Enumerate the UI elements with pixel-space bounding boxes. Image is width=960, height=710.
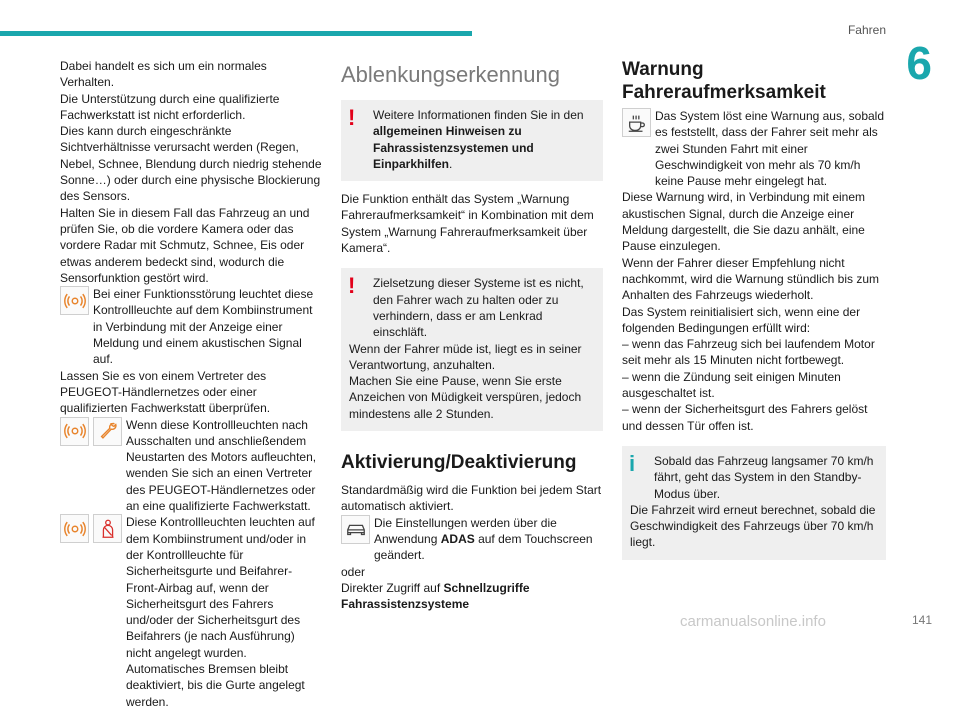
paragraph: Dies kann durch eingeschränkte Sichtverhältnisse verursacht werden (Regen, Nebel, Schnee, Blendung durch niedrig stehende Sonne…) oder durch eine physische Blockierung des Sensors. xyxy=(60,124,322,204)
exclamation-icon: ! xyxy=(348,105,356,130)
list-item: – wenn das Fahrzeug sich bei laufendem Motor seit mehr als 15 Minuten nicht fortbewegt. xyxy=(622,337,875,368)
column-left xyxy=(60,58,322,710)
header-accent-bar xyxy=(0,31,472,36)
text-part: Die Einstellungen werden über die Anwendung xyxy=(374,515,557,546)
page-number: 141 xyxy=(911,613,932,627)
text-bold: Schnellzugriffe Fahrassistenzsysteme xyxy=(341,580,530,612)
info-icon: i xyxy=(629,450,636,476)
note-text-part: Weitere Informationen finden Sie in den xyxy=(373,108,584,122)
warning-note xyxy=(341,268,603,431)
paragraph: Bei einer Funktionsstörung leuchtet diese Kontrollleuchte auf dem Kombiinstrument in Verbindung mit der Anzeige einer Meldung und einem akustischen Signal auf. xyxy=(93,287,314,367)
note-text: Zielsetzung dieser Systeme ist es nicht, den Fahrer wach zu halten oder zu verhindern, dass er am Lenkrad einschläft. xyxy=(373,276,584,340)
wrench-icon xyxy=(93,417,122,446)
paragraph: oder xyxy=(341,564,366,579)
warning-lamp-block xyxy=(60,417,322,515)
paragraph: Wenn der Fahrer dieser Empfehlung nicht nachkommt, wird die Warnung stündlich bis zum Anhalten des Fahrzeugs wiederholt. xyxy=(622,255,879,303)
section-heading: Ablenkungserkennung xyxy=(341,62,560,87)
paragraph: Dabei handelt es sich um ein normales Verhalten. xyxy=(60,59,267,90)
paragraph: Das System reinitialisiert sich, wenn eine der folgenden Bedingungen erfüllt wird: xyxy=(622,304,861,335)
column-middle xyxy=(341,58,603,612)
text-bold: ADAS xyxy=(440,531,475,546)
paragraph: Wenn diese Kontrollleuchten nach Ausschalten und anschließendem Neustarten des Motors aufleuchten, wenden Sie sich an einen Vertreter des PEUGEOT-Händlernetzes oder an eine qualifizierte Fachwerkstatt. xyxy=(126,417,317,514)
seatbelt-icon xyxy=(93,514,122,543)
paragraph: Das System löst eine Warnung aus, sobald es feststellt, dass der Fahrer seit mehr als zwei Stunden Fahrt mit einer Geschwindigkeit von mehr als 70 km/h keine Pause mehr eingelegt hat. xyxy=(655,109,885,189)
settings-block xyxy=(341,515,603,564)
list-item: – wenn der Sicherheitsgurt des Fahrers gelöst und dessen Tür offen ist. xyxy=(622,402,868,433)
list-item: – wenn die Zündung seit einigen Minuten ausgeschaltet ist. xyxy=(622,369,841,401)
paragraph: Die Funktion enthält das System „Warnung Fahreraufmerksamkeit“ in Kombination mit dem System „Warnung Fahreraufmerksamkeit über Kamera“. xyxy=(341,192,594,256)
note-text-bold: allgemeinen Hinweisen zu Fahrassistenzsystemen und Einparkhilfen xyxy=(373,124,534,171)
paragraph xyxy=(374,515,603,564)
column-right xyxy=(622,58,886,570)
text-part: Direkter Zugriff auf xyxy=(341,580,444,595)
radar-fault-icon xyxy=(60,514,89,543)
paragraph: Die Unterstützung durch eine qualifizierte Fachwerkstatt ist nicht erforderlich. xyxy=(60,91,280,122)
section-heading: Warnung Fahreraufmerksamkeit xyxy=(622,59,826,103)
watermark: carmanualsonline.info xyxy=(680,613,826,630)
note-text: Machen Sie eine Pause, wenn Sie erste Anzeichen von Müdigkeit verspüren, jedoch mindestens alle 2 Stunden. xyxy=(349,374,582,421)
paragraph: Diese Kontrollleuchten leuchten auf dem Kombiinstrument und/oder in der Kontrollleuchte für Sicherheitsgurte und Beifahrer-Front-Airbag auf, wenn der Sicherheitsgurt des Fahrers und/oder der Sicherheitsgurt des Beifahrers (je nach Ausführung) nicht angelegt wurden. Automatisches Bremsen bleibt deaktiviert, bis die Gurte angelegt werden. xyxy=(126,515,315,709)
coffee-cup-icon xyxy=(622,108,651,137)
paragraph xyxy=(341,580,603,613)
car-icon xyxy=(341,515,370,544)
note-text-part: . xyxy=(449,156,453,171)
paragraph: Halten Sie in diesem Fall das Fahrzeug an und prüfen Sie, ob die vordere Kamera oder das vordere Radar mit Schmutz, Schnee, Eis oder etwas anderem bedeckt sind, wodurch die Sensorfunktion gestört wird. xyxy=(60,205,310,285)
paragraph: Lassen Sie es von einem Vertreter des PEUGEOT-Händlernetzes oder einer qualifizierten Fachwerkstatt überprüfen. xyxy=(60,368,271,416)
radar-fault-icon xyxy=(60,417,89,446)
info-note xyxy=(622,446,886,560)
warning-note xyxy=(341,100,603,181)
warning-lamp-block xyxy=(60,514,322,710)
paragraph: Standardmäßig wird die Funktion bei jedem Start automatisch aktiviert. xyxy=(341,483,602,514)
warning-lamp-block xyxy=(60,286,322,367)
section-title: Fahren xyxy=(847,23,886,37)
note-text: Die Fahrzeit wird erneut berechnet, sobald die Geschwindigkeit des Fahrzeugs über 70 km/h liegt. xyxy=(630,502,876,550)
paragraph: Diese Warnung wird, in Verbindung mit einem akustischen Signal, durch die Anzeige einer Meldung dargestellt, die Sie dazu anhält, eine Pause einzulegen. xyxy=(622,190,866,254)
exclamation-icon: ! xyxy=(348,273,356,299)
chapter-number: 6 xyxy=(906,37,932,89)
subsection-heading: Aktivierung/Deaktivierung xyxy=(341,452,577,474)
warning-lamp-block xyxy=(622,108,886,189)
radar-fault-icon xyxy=(60,286,89,315)
note-text xyxy=(349,107,593,172)
note-text: Sobald das Fahrzeug langsamer 70 km/h fährt, geht das System in den Standby-Modus über. xyxy=(654,453,874,501)
text-part: auf dem Touchscreen geändert. xyxy=(374,531,593,563)
note-text: Wenn der Fahrer müde ist, liegt es in seiner Verantwortung, anzuhalten. xyxy=(349,341,582,372)
